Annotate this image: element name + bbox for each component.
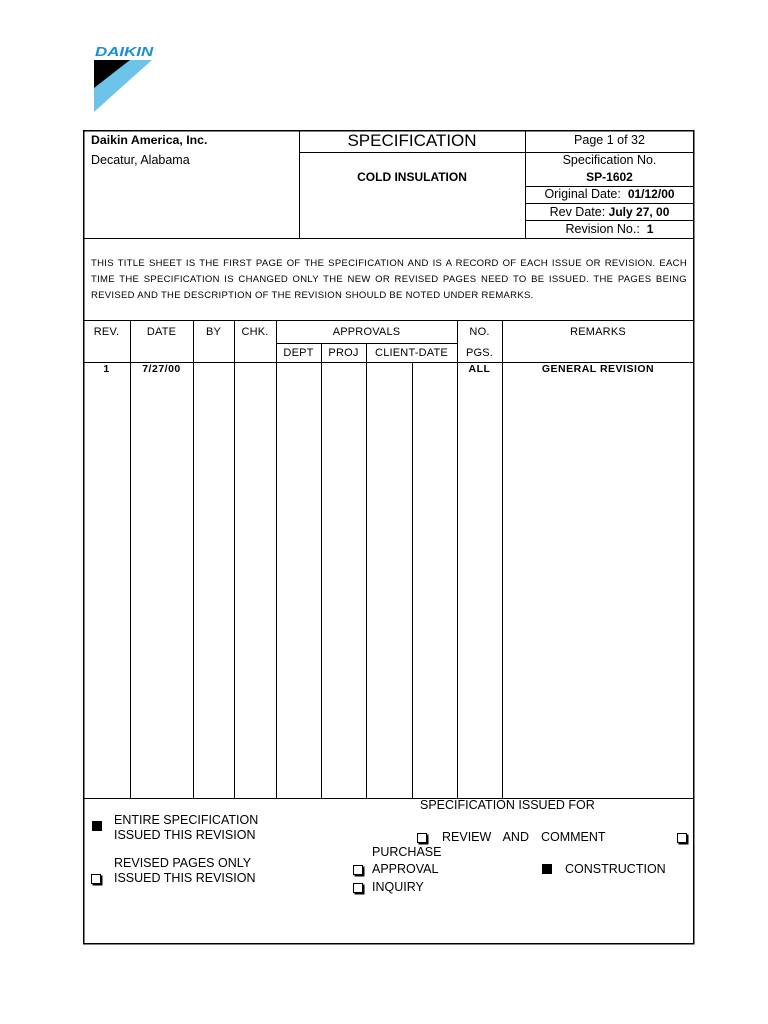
entire-specification-label: ENTIRE SPECIFICATION (114, 813, 259, 827)
cell-pgs: ALL (468, 363, 491, 375)
notice-text-line: TIME THE SPECIFICATION IS CHANGED ONLY THE NEW OR REVISED PAGES NEED TO BE ISSUED. THE PAGES BEING (91, 274, 687, 285)
review-and-comment-label: REVIEW AND COMMENT (442, 830, 606, 844)
company-location: Decatur, Alabama (91, 153, 190, 167)
rev-date-row (525, 205, 694, 219)
original-date-value: 01/12/00 (627, 187, 675, 201)
construction-checkbox[interactable] (542, 864, 552, 874)
original-date-label: Original Date: (544, 187, 621, 201)
spec-number-label: Specification No. (562, 153, 657, 167)
review-and-comment-checkbox[interactable] (417, 833, 427, 843)
inquiry-label: INQUIRY (372, 880, 424, 894)
column-header-by: BY (205, 326, 222, 338)
column-subheader-pgs: PGS. (465, 347, 494, 359)
daikin-logo-text: DAIKIN (95, 44, 154, 59)
entire-specification-label: ISSUED THIS REVISION (114, 828, 256, 842)
column-header-remarks: REMARKS (570, 326, 626, 338)
spec-number: SP-1602 (586, 170, 633, 184)
company-name: Daikin America, Inc. (91, 133, 208, 147)
revision-number-label: Revision No.: (565, 222, 640, 236)
cell-date: 7/27/00 (142, 363, 181, 375)
rev-date-value: July 27, 00 (608, 205, 670, 219)
column-subheader-proj: PROJ (328, 347, 359, 359)
revised-pages-label: REVISED PAGES ONLY (114, 856, 252, 870)
column-header-no: NO. (469, 326, 490, 338)
approval-checkbox[interactable] (353, 865, 363, 875)
revised-pages-label: ISSUED THIS REVISION (114, 871, 256, 885)
document-type: SPECIFICATION (347, 131, 477, 150)
revised-pages-checkbox[interactable] (91, 874, 101, 884)
original-date-row (525, 187, 694, 201)
inquiry-checkbox[interactable] (353, 883, 363, 893)
column-header-rev: REV. (93, 326, 120, 338)
construction-label: CONSTRUCTION (565, 862, 666, 876)
cell-remarks: GENERAL REVISION (541, 363, 655, 375)
notice-text-line: REVISED AND THE DESCRIPTION OF THE REVISION SHOULD BE NOTED UNDER REMARKS. (91, 290, 534, 301)
column-header-chk: CHK. (241, 326, 269, 338)
cell-rev: 1 (103, 363, 110, 375)
column-subheader-dept: DEPT (283, 347, 314, 359)
page-number: Page 1 of 32 (574, 133, 645, 147)
column-header-approvals: APPROVALS (332, 326, 401, 338)
document-title: COLD INSULATION (357, 170, 467, 184)
approval-label: APPROVAL (372, 862, 439, 876)
column-header-date: DATE (146, 326, 177, 338)
entire-specification-checkbox[interactable] (92, 821, 102, 831)
revision-number-value: 1 (646, 222, 654, 236)
notice-text-line: THIS TITLE SHEET IS THE FIRST PAGE OF THE SPECIFICATION AND IS A RECORD OF EACH ISSUE OR REVISION. EACH (91, 258, 687, 269)
issued-for-title: SPECIFICATION ISSUED FOR (420, 798, 595, 812)
purchase-checkbox[interactable] (677, 833, 687, 843)
column-subheader-client-date: CLIENT-DATE (375, 347, 448, 359)
rev-date-label: Rev Date: (549, 205, 606, 219)
revision-number-row (525, 222, 694, 236)
purchase-label: PURCHASE (372, 845, 442, 859)
table-rules (83, 320, 694, 799)
